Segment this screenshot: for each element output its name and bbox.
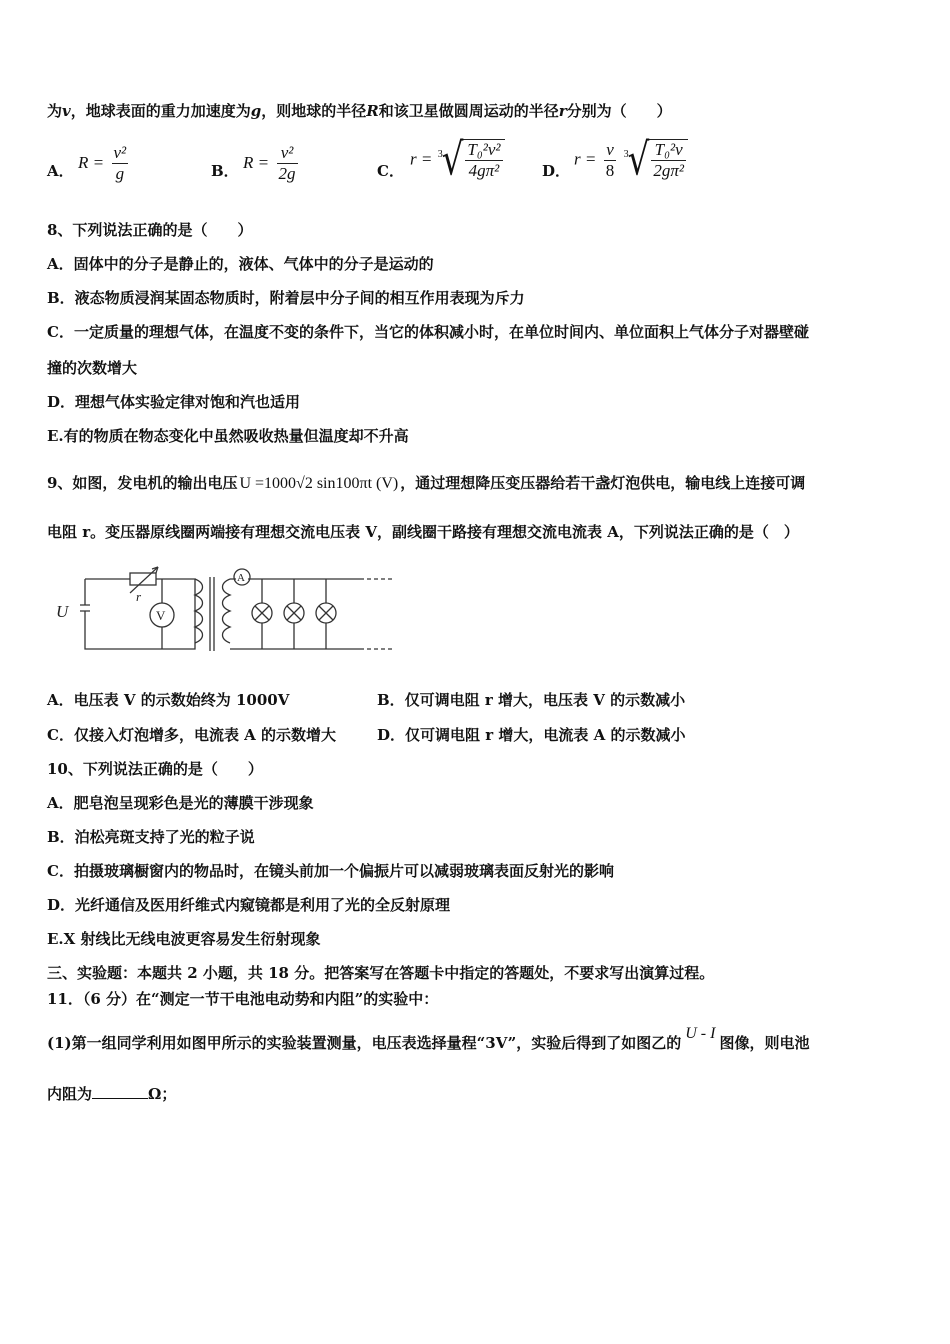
q10-option-d: D．光纤通信及医用纤维式内窥镜都是利用了光的全反射原理 [47,896,451,914]
q11-part1-cont: 内阻为 Ω； [47,1085,177,1103]
q7-option-a-formula: R = $\frac{\text{v²}}{g}$ [78,143,127,183]
q9-option-a: A．电压表 V 的示数始终为 1000V [47,691,290,709]
q7-option-b-formula: R = $\frac{\text{v²}}{2g}$ [243,143,296,183]
q9-option-b: B．仅可调电阻 r 增大，电压表 V 的示数减小 [377,691,686,709]
q9-option-c: C．仅接入灯泡增多，电流表 A 的示数增大 [47,726,337,744]
q11-ui-formula: U - I [685,1025,716,1042]
q8-option-b: B．液态物质浸润某固态物质时，附着层中分子间的相互作用表现为斥力 [47,289,525,307]
q8-option-e: E.有的物质在物态变化中虽然吸收热量但温度却不升高 [47,427,409,445]
q7-stem: 为v，地球表面的重力加速度为g，则地球的半径R和该卫星做圆周运动的半径r分别为（ ） [47,102,672,120]
circuit-voltmeter-label: V [156,608,166,623]
q7-option-c-formula: r = 3 √ $\frac{\text{T₀²v²}}{\text{4gπ²}}$ [410,139,505,181]
q8-stem: 8、下列说法正确的是（ ） [47,221,253,239]
section-heading: 三、实验题：本题共 2 小题，共 18 分。把答案写在答题卡中指定的答题处，不要求写出演算过程。 [47,964,715,982]
q10-option-b: B．泊松亮斑支持了光的粒子说 [47,828,255,846]
q11-part1: (1)第一组同学利用如图甲所示的实验装置测量，电压表选择量程“3V”，实验后得到了如图乙的U - I图像，则电池 [47,1025,810,1052]
q9-stem-cont: 电阻 r。变压器原线圈两端接有理想交流电压表 V，副线圈干路接有理想交流电流表 A，下列说法正确的是（ ） [47,523,799,541]
q8-option-d: D．理想气体实验定律对饱和汽也适用 [47,393,301,411]
q8-option-c: C．一定质量的理想气体，在温度不变的条件下，当它的体积减小时，在单位时间内、单位面积上气体分子对器壁碰 [47,323,809,341]
q9-circuit-diagram [50,565,395,660]
q7-option-d-formula: r = $\frac{v}{8}$ 3 √ $\frac{\text{T₀²v}}{\text{2gπ²}}$ [574,139,688,181]
q8-option-c-cont: 撞的次数增大 [47,359,138,377]
q10-option-e: E.X 射线比无线电波更容易发生衍射现象 [47,930,321,948]
circuit-resistor-label: r [136,589,142,604]
circuit-ammeter-label: A [237,572,245,584]
q8-option-a: A．固体中的分子是静止的，液体、气体中的分子是运动的 [47,255,434,273]
q11-stem: 11．（6 分）在“测定一节干电池电动势和内阻”的实验中： [47,990,439,1008]
q7-option-c-label: C． [377,162,404,180]
q10-option-c: C．拍摄玻璃橱窗内的物品时，在镜头前加一个偏振片可以减弱玻璃表面反射光的影响 [47,862,614,880]
q10-option-a: A．肥皂泡呈现彩色是光的薄膜干涉现象 [47,794,314,812]
q7-option-b-label: B． [211,162,239,180]
q9-voltage-formula: U =1000√2 sin100πt (V) [239,475,399,492]
q7-option-d-label: D． [542,162,571,180]
q9-option-d: D．仅可调电阻 r 增大，电流表 A 的示数减小 [377,726,686,744]
q9-stem: 9、如图，发电机的输出电压 U =1000√2 sin100πt (V) ，通过理想降压变压器给若干盏灯泡供电，输电线上连接可调 [47,474,806,492]
answer-blank[interactable] [92,1084,148,1099]
q7-option-a-label: A． [47,162,74,180]
q10-stem: 10、下列说法正确的是（ ） [47,760,263,778]
circuit-source-label: U [56,602,69,621]
